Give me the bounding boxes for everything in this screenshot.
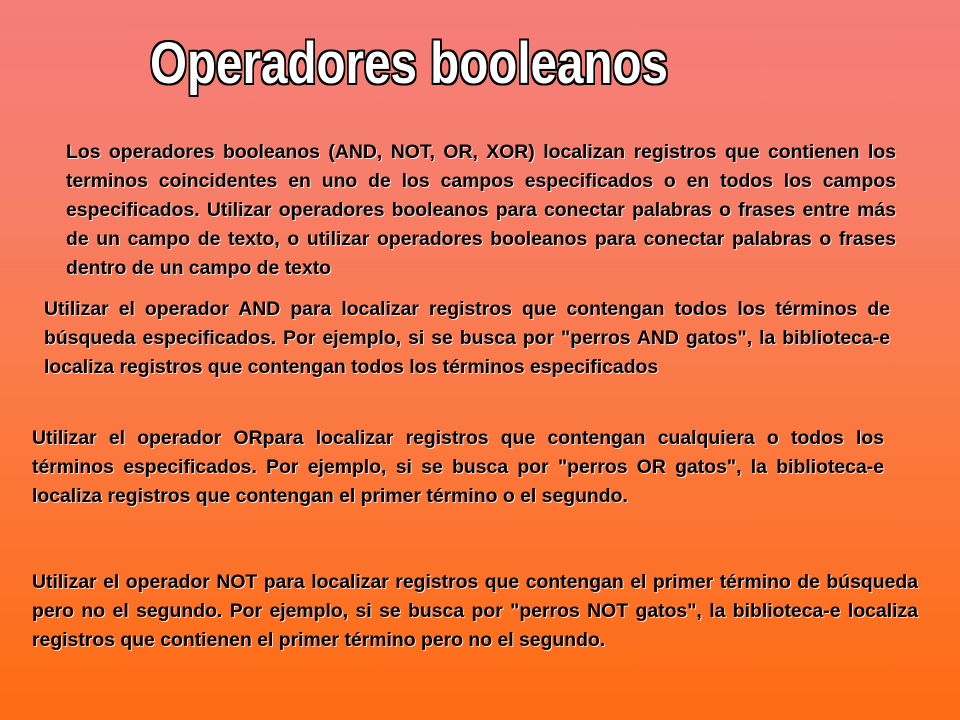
or-description: para localizar registros que contengan cualquiera o todos los términos especificados. Por ejemplo, si se busca por "perros OR gatos", la biblioteca-e localiza registros que contengan el primer término o el segundo. xyxy=(32,427,884,507)
and-operator-paragraph xyxy=(44,295,890,382)
or-operator-paragraph xyxy=(32,424,884,511)
not-operator-paragraph xyxy=(32,568,918,655)
not-keyword: NOT xyxy=(216,571,258,593)
not-description: para localizar registros que contengan el primer término de búsqueda pero no el segundo. Por ejemplo, si se busca por "perros NOT gatos", la biblioteca-e localiza registros que contienen el primer término pero no el segundo. xyxy=(32,571,918,651)
intro-paragraph: Los operadores booleanos (AND, NOT, OR, XOR) localizan registros que contienen los terminos coincidentes en uno de los campos especificados o en todos los campos especificados. Utilizar operadores booleanos para conectar palabras o frases entre más de un campo de texto, o utilizar operadores booleanos para conectar palabras o frases dentro de un campo de texto xyxy=(66,141,896,279)
and-description: para localizar registros que contengan todos los términos de búsqueda especificados. Por ejemplo, si se busca por "perros AND gatos", la biblioteca-e localiza registros que contengan todos los términos especificados xyxy=(44,298,890,378)
and-prefix: Utilizar el operador xyxy=(44,298,239,320)
not-prefix: Utilizar el operador xyxy=(32,571,217,593)
and-keyword: AND xyxy=(238,298,281,320)
or-keyword: OR xyxy=(233,427,263,449)
or-prefix: Utilizar el operador xyxy=(32,427,234,449)
slide-title: Operadores booleanos xyxy=(150,31,669,96)
